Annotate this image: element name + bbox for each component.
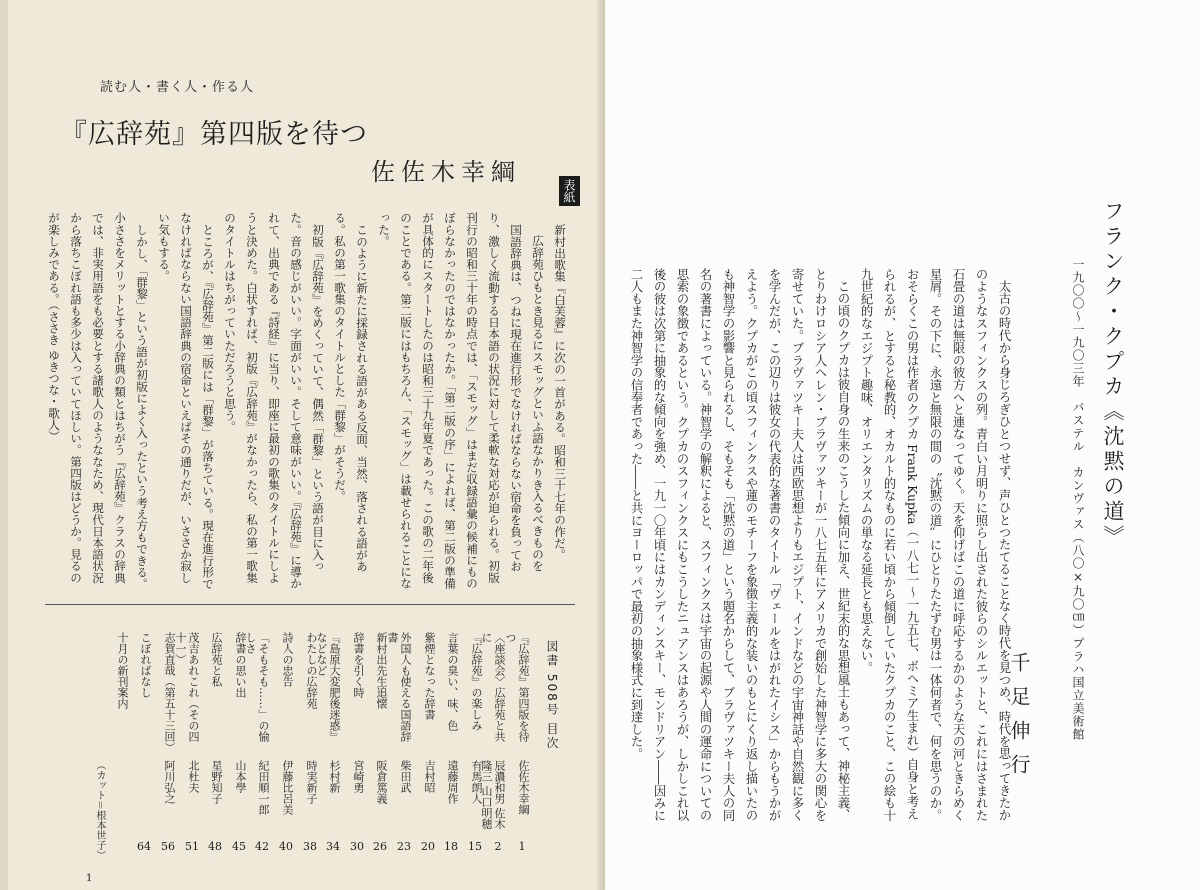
toc-entry-author: 時実新子 [305, 760, 318, 804]
cover-tag [542, 176, 580, 206]
cover-tag-label: 表紙 [559, 176, 580, 206]
toc-entry-title: 紫煙となった辞書 [423, 632, 436, 720]
toc-entry-author: 吉村昭 [423, 760, 436, 793]
article-body [43, 212, 571, 590]
page-edge [0, 0, 8, 890]
cut-credit: （カット＝根本世子） [94, 760, 105, 860]
toc-entry-title: 新村出先生追懐 [375, 632, 388, 709]
toc-entry-author: 辰濃和男 佐木隆三 山口明穂 [480, 760, 506, 830]
body-paragraph: ところが、『広辞苑』第二版には「群黎」が落ちている。現在進行形でなければならない国語辞典の宿命といえばその通りだが、いささか寂しい気もする。 [157, 212, 215, 589]
toc-entry-title: 茂吉あれこれ（その四十一） [174, 632, 200, 742]
article-title: 『広辞苑』第四版を待つ [60, 119, 368, 150]
toc-entry-page: 42 [255, 840, 269, 853]
toc-entry-author: 宮崎勇 [352, 760, 365, 793]
toc-entry-page: 26 [373, 840, 387, 853]
toc-entry-author: 紀田順一郎 [257, 760, 270, 815]
body-paragraph: 国語辞典は、つねに現在進行形でなければならない宿命を負っており、激しく流動する日本語の状況に対して柔軟な対応が迫られる。初版刊行の昭和三十年の時点では、「スモッグ」はまだ収録語彙の候補にものぼらなかったのではなかったか。「第二版の序」によれば、第二版の準備が具体的にスタートしたのは昭和三十九年夏であった。この歌の二年後のことである。第二版にはもちろん、「スモッグ」は載せられることになった。 [377, 212, 523, 589]
toc-entry-title: こぼればなし [139, 632, 152, 698]
toc-entry-author: 阪倉篤義 [375, 760, 388, 804]
poem-line: 広辞苑ひもとき見るにスモッグといふ語なかりき入るべきものを [531, 235, 545, 572]
toc-entry-page: 51 [185, 840, 199, 853]
cover-title: フランク・クプカ《沈黙の道》 [1101, 200, 1125, 550]
toc-entry-author: 遠藤周作 [446, 760, 459, 804]
toc-entry-author [113, 760, 129, 832]
toc-entry-page: 45 [232, 840, 246, 853]
toc-entry-author: 佐佐木幸綱 [517, 760, 530, 815]
toc-entry-page: 1 [518, 840, 526, 853]
article-author: 佐佐木幸綱 [371, 158, 521, 186]
toc-entry-page: 15 [468, 840, 482, 853]
toc-entry-title: 『広辞苑』第四版を待つ [504, 632, 530, 742]
toc-entry-title: 辞書の思い出 [234, 632, 247, 698]
divider [45, 604, 575, 605]
essay-author: 千足伸行 [1007, 652, 1031, 788]
toc-entry-page: 2 [494, 840, 502, 853]
toc-entry-author: 杉村新 [328, 760, 341, 793]
toc-entry-title: 十月の新刊案内 [116, 632, 129, 709]
toc-entry-author: 柴田武 [399, 760, 412, 793]
toc-entry-title: 言葉の臭い、味、色 [446, 632, 459, 731]
toc-entry-title: わたしの広辞苑 [305, 632, 318, 709]
toc-entry-author: 伊藤比呂美 [281, 760, 294, 815]
body-paragraph: 初版『広辞苑』をめくっていて、偶然「群黎」という語が目に入った。音の感じがいい。字面がいい。そして意味がいい。『広辞苑』に導かれて、出典である『詩経』に当り、即座に最初の歌集のタイトルにしようと決めた。白状すれば、初版『広辞苑』がなかったら、私の第一歌集のタイトルはちがっていただろうと思う。 [223, 212, 325, 589]
toc-entry-title: 詩人の忠告 [281, 632, 294, 687]
toc-entry-title: 『広辞苑』の楽しみ [470, 632, 483, 731]
toc-entry-page: 30 [350, 840, 364, 853]
toc-entry-author: 北杜夫 [187, 760, 200, 793]
toc-entry-title: 辞書を引く時 [352, 632, 365, 698]
page-number: 1 [86, 873, 93, 884]
toc-entry-page: 18 [444, 840, 458, 853]
toc-entry-page: 56 [161, 840, 175, 853]
toc-entry-page: 23 [397, 840, 411, 853]
toc-entry-title: 「そもそも……」の愉しさ [244, 632, 270, 742]
toc-entry-page: 34 [326, 840, 340, 853]
toc-entry-title: 広辞苑と私 [210, 632, 223, 687]
toc-entry-page: 48 [208, 840, 222, 853]
toc-entry-title: 『島原大変肥後迷惑』などなど [315, 632, 341, 742]
toc-entry-title: 〈座談会〉広辞苑と共に [480, 632, 506, 742]
toc-entry-page: 38 [303, 840, 317, 853]
toc-entry-author [136, 760, 152, 832]
body-paragraph: しかし、「群黎」という語が初版によく入ったという考え方もできる。小ささをメリットとする小辞典の類とはちがう『広辞苑』クラスの辞典では、非実用語をも必要とする諸歌人のようななため、現代日本語状況から落ちこぼれ語も多少は入っていてほしい。第四版はどうか。見るのが楽しみである。（ささき ゆきつな・歌人） [47, 212, 149, 589]
body-paragraph: このように新たに採録される語がある反面、当然、落される語がある。私の第一歌集のタイトルとした「群黎」がそうだ。 [333, 212, 369, 572]
toc-entry-author: 阿川弘之 [163, 760, 176, 804]
essay-paragraph: 太古の時代から身じろぎひとつせず、声ひとつたてることなく時代を見つめ、時代を思ってきたかのようなスフィンクスの列。青白い月明りに照らし出された彼らのシルエットと、これにはさまれた石畳の道は無限の彼方へと連なってゆく。天を仰げばこの道に呼応するかのような天の河ときらめく星屑。その下に、永遠と無限の間の〝沈黙の道〟にひとりたたずむ男は一体何者で、何を思うのか。おそらくこの男は作者のクプカ Frank Kupka（一八七一〜一九五七、ボヘミア生まれ）自身と考えられるが、とすると秘教的、オカルト的なものに若い頃から傾倒していたクプカのこと、この絵も十九世紀的なエジプト趣味、オリエンタリズムの単なる延長とも思えない。 [859, 268, 1011, 822]
toc-entry-author: 有馬朗人 [470, 760, 483, 804]
toc-header: 図書 508号 目次 [545, 640, 559, 751]
toc-entry-author: 山本學 [234, 760, 247, 793]
body-paragraph: 新村出歌集『白芙蓉』に次の一首がある。昭和三十七年の作だ。 [553, 223, 567, 560]
toc-entry-page: 40 [279, 840, 293, 853]
toc-entry-author: 星野知子 [210, 760, 223, 804]
essay-body [629, 268, 1015, 826]
toc-entry-title: 志賀直哉（第五十三回） [163, 632, 176, 753]
toc-entry-page: 64 [137, 840, 151, 853]
column-header: 読む人・書く人・作る人 [100, 80, 255, 95]
toc-entry-title: 外国人も使える国語辞書 [386, 632, 412, 742]
essay-paragraph: この頃のクプカは彼自身の生来のこうした傾向に加え、世紀末的な思想風土もあって、神秘主義、とりわけロシア人ヘレン・ブラヴァツキーが一八七五年にアメリカで創始した神智学に多大の関心を寄せていた。ブラヴァツキー夫人は西欧思想よりもエジプト、インドなどの宇宙神話や自然観に多くを学んだが、この辺りは彼女の代表的な著書のタイトル「ヴェールをはがれたイシス」からもうかがえよう。クプカがこの頃スフィンクスや蓮のモチーフを象徴主義的な装いのもとにくり返し描いたのも神智学の影響と見られるし、そもそも「沈黙の道」という題名からして、ブラヴァツキー夫人の同名の著書によっている。神智学の解釈によると、スフィンクスは宇宙の起源や人間の運命についての思索の象徴であるという。クプカのスフィンクスにもこうしたニュアンスはあろうが、しかしこれ以後の彼は次第に抽象的な傾向を強め、一九一〇年頃にはカンディンスキー、モンドリアン――因みに二人もまた神智学の信奉者であった――と共にヨーロッパで最初の抽象様式に到達した。 [629, 268, 850, 822]
toc-entry-page: 20 [421, 840, 435, 853]
cover-meta: 一九〇〇〜一九〇三年 パステル カンヴァス（八〇×九〇㎝）プラハ国立美術館 [1071, 258, 1085, 741]
